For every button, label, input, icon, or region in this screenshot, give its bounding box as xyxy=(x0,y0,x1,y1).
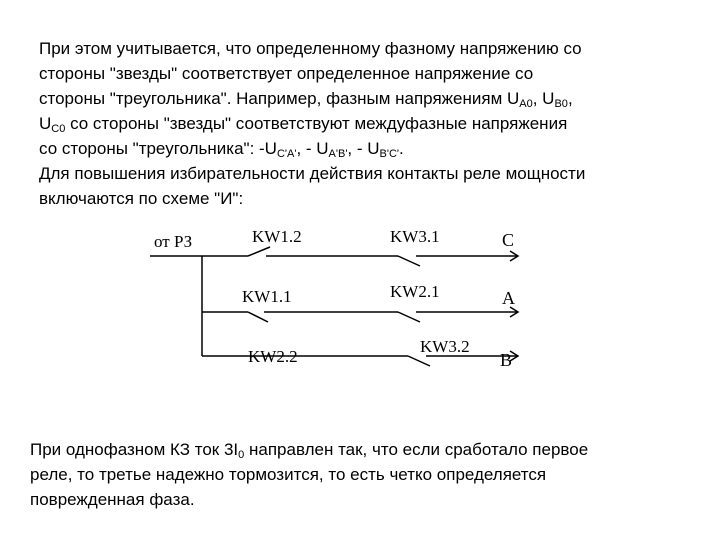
contact-label-kw2-1: KW2.1 xyxy=(390,282,440,301)
text-fragment: . xyxy=(399,139,404,158)
text-line: поврежденная фаза. xyxy=(30,490,195,509)
source-label: от РЗ xyxy=(154,232,193,251)
subscript: A0 xyxy=(519,98,533,110)
text-fragment: , - U xyxy=(347,139,380,158)
contact-label-kw2-2: KW2.2 xyxy=(248,347,298,366)
conclusion-paragraph xyxy=(30,437,700,512)
text-line xyxy=(30,437,700,462)
contact-kw1-2 xyxy=(248,247,270,256)
intro-paragraph xyxy=(39,36,699,211)
contact-kw3-1 xyxy=(398,256,420,266)
text-line: стороны "звезды" соответствует определенное напряжение со xyxy=(39,64,534,83)
subscript: A'B' xyxy=(328,148,348,160)
text-line: Для повышения избирательности действия контакты реле мощности xyxy=(39,164,586,183)
text-line: При этом учитывается, что определенному фазному напряжению со xyxy=(39,39,582,58)
subscript: 0 xyxy=(238,449,245,461)
subscript: B0 xyxy=(554,98,568,110)
text-fragment: При однофазном КЗ ток 3I xyxy=(30,440,239,459)
text-line: реле, то третье надежно тормозится, то есть четко определяется xyxy=(30,465,547,484)
text-fragment: со стороны "звезды" соответствуют междуфазные напряжения xyxy=(65,114,568,133)
contact-label-kw1-2: KW1.2 xyxy=(252,227,302,246)
text-line xyxy=(39,86,699,111)
contact-label-kw1-1: KW1.1 xyxy=(242,287,292,306)
contact-kw3-2 xyxy=(408,356,430,366)
text-line: включаются по схеме "И": xyxy=(39,189,244,208)
text-line xyxy=(39,136,699,161)
contact-label-kw3-2: KW3.2 xyxy=(420,337,470,356)
contact-scheme-diagram xyxy=(140,214,540,394)
text-fragment: со стороны "треугольника": -U xyxy=(39,139,277,158)
text-fragment: , xyxy=(567,89,573,108)
contact-kw1-1 xyxy=(248,312,268,322)
phase-label-b: B xyxy=(500,350,513,370)
text-fragment: U xyxy=(39,114,52,133)
text-fragment: , U xyxy=(532,89,555,108)
phase-label-c: C xyxy=(502,230,515,250)
phase-label-a: A xyxy=(502,288,515,308)
text-line xyxy=(39,111,699,136)
subscript: B'C' xyxy=(379,148,400,160)
contact-kw2-1 xyxy=(398,312,420,322)
text-fragment: стороны "треугольника". Например, фазным напряжениям U xyxy=(39,89,520,108)
subscript: C0 xyxy=(51,123,66,135)
contact-label-kw3-1: KW3.1 xyxy=(390,227,440,246)
subscript: C'A' xyxy=(276,148,297,160)
text-fragment: направлен так, что если сработало первое xyxy=(244,440,589,459)
text-fragment: , - U xyxy=(296,139,329,158)
